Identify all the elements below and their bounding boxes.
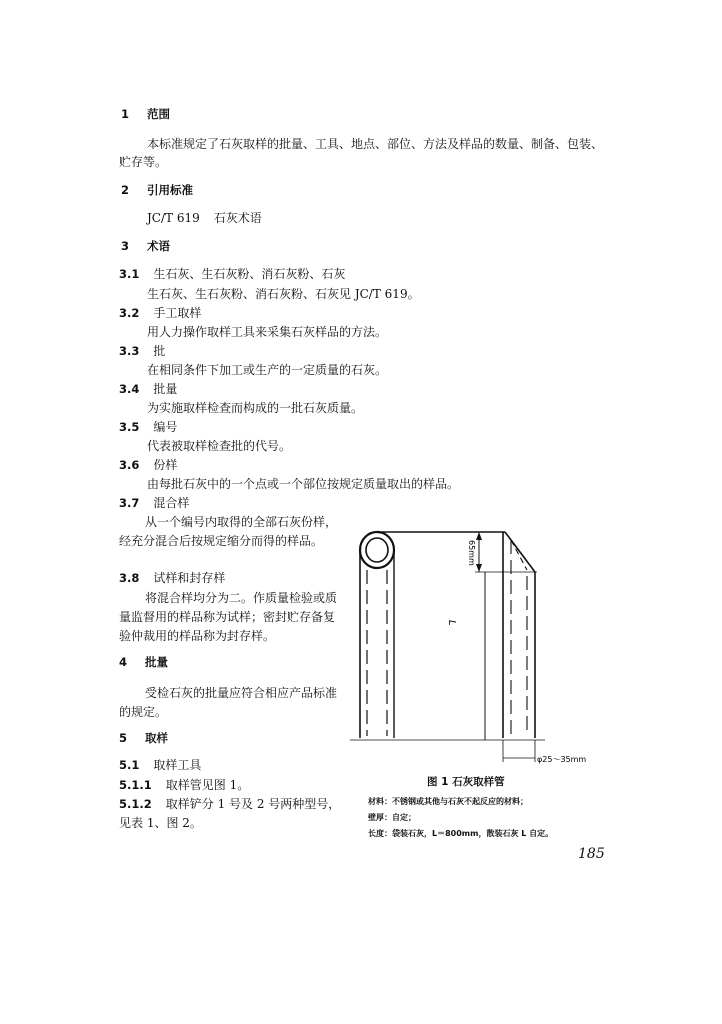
section-title: 术语 [147,239,171,253]
section-title: 批量 [145,655,169,669]
term-3-1-body: 生石灰、生石灰粉、消石灰粉、石灰见 JC/T 619。 [147,287,420,301]
paragraph: 本标准规定了石灰取样的批量、工具、地点、部位、方法及样品的数量、制备、包装、 [147,137,604,151]
reference-code: JC/T 619 [147,211,200,225]
paragraph: 贮存等。 [119,155,168,169]
section-1-heading [121,106,170,122]
section-number: 2 [121,183,130,197]
clause-5-1-2: 5.1.2 取样铲分 1 号及 2 号两种型号，见表 1、图 2。 [119,797,341,830]
reference-item [147,210,262,226]
section-4-heading [119,654,168,670]
reference-title: 石灰术语 [213,211,262,225]
term-3-3-body: 在相同条件下加工或生产的一定质量的石灰。 [147,363,388,377]
figure-caption: 图 1 石灰取样管 [427,776,505,788]
section-title: 取样 [145,731,169,745]
tube-ring-inner [366,538,388,562]
term-3-4-heading: 3.4 批量 [119,382,178,396]
term-3-8-body: 将混合样均分为二。作质量检验或质量监督用的样品称为试样；密封贮存备复验仲裁用的样品称为封存样。 [119,591,338,643]
section-3-heading [121,238,170,254]
clause-5-1-1: 5.1.1 取样管见图 1。 [119,778,250,792]
figure-note-thickness: 壁厚：自定； [368,813,416,822]
term-3-2-body: 用人力操作取样工具来采集石灰样品的方法。 [147,325,388,339]
sampling-tube-diagram [345,510,610,780]
section-number: 5 [119,731,128,745]
section-number: 3 [121,239,130,253]
term-3-1-heading: 3.1 生石灰、生石灰粉、消石灰粉、石灰 [119,267,346,281]
term-3-6-heading: 3.6 份样 [119,458,178,472]
dim-diameter-label: φ25～35mm [537,755,587,764]
dim-65-label: 65mm [467,540,476,566]
dim-L-label: L [446,620,457,626]
term-3-8-heading: 3.8 试样和封存样 [119,571,226,585]
section-4-body: 受检石灰的批量应符合相应产品标准的规定。 [119,686,338,719]
term-3-3-heading: 3.3 批 [119,344,166,358]
term-3-7-heading: 3.7 混合样 [119,496,190,510]
section-2-heading [121,182,193,198]
section-number: 4 [119,655,128,669]
term-3-7-body: 从一个编号内取得的全部石灰份样，经充分混合后按规定缩分而得的样品。 [119,515,338,548]
clause-5-1-heading: 5.1 取样工具 [119,758,202,772]
section-title: 范围 [147,107,171,121]
section-number: 1 [121,107,130,121]
term-3-2-heading: 3.2 手工取样 [119,306,202,320]
figure-note-material: 材料：不锈钢或其他与石灰不起反应的材料； [368,797,528,806]
term-3-5-body: 代表被取样检查批的代号。 [147,439,292,453]
term-3-6-body: 由每批石灰中的一个点或一个部位按规定质量取出的样品。 [147,477,460,491]
term-3-5-heading: 3.5 编号 [119,420,178,434]
figure-note-length: 长度：袋装石灰，L＝800mm，散装石灰 L 自定。 [368,829,554,838]
term-3-4-body: 为实施取样检查而构成的一批石灰质量。 [147,401,364,415]
section-5-heading [119,730,168,746]
page-number: 185 [578,846,605,862]
section-title: 引用标准 [147,183,194,197]
